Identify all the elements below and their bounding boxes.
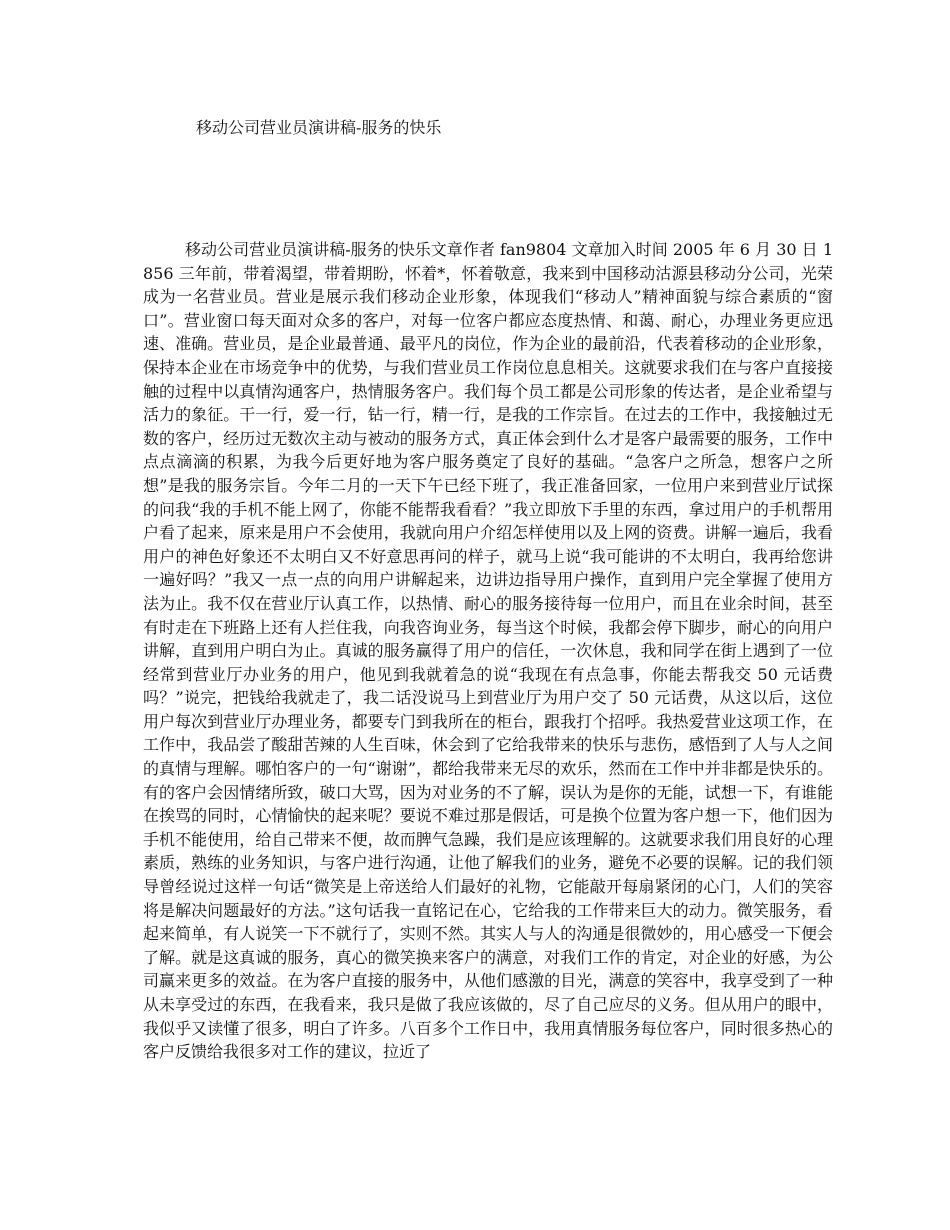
document-title: 移动公司营业员演讲稿-服务的快乐 [196,118,442,137]
document-body-paragraph: 移动公司营业员演讲稿-服务的快乐文章作者 fan9804 文章加入时间 2005 年 6 月 30 日 1856 三年前，带着渴望，带着期盼，怀着*，怀着敬意，我来到中国移动沽源县移动分公司，光荣成为一名营业员。营业是展示我们移动企业形象，体现我们“移动人”精神面貌与综合素质的“窗口”。营业窗口每天面对众多的客户，对每一位客户都应态度热情、和蔼、耐心，办理业务更应迅速、准确。营业员，是企业最普通、最平凡的岗位，作为企业的最前沿，代表着移动的企业形象，保持本企业在市场竞争中的优势，与我们营业员工作岗位息息相关。这就要求我们在与客户直接接触的过程中以真情沟通客户，热情服务客户。我们每个员工都是公司形象的传达者，是企业希望与活力的象征。干一行，爱一行，钻一行，精一行，是我的工作宗旨。在过去的工作中，我接触过无数的客户，经历过无数次主动与被动的服务方式，真正体会到什么才是客户最需要的服务，工作中点点滴滴的积累，为我今后更好地为客户服务奠定了良好的基础。“急客户之所急，想客户之所想”是我的服务宗旨。今年二月的一天下午已经下班了，我正准备回家，一位用户来到营业厅试探的问我“我的手机不能上网了，你能不能帮我看看？”我立即放下手里的东西，拿过用户的手机帮用户看了起来，原来是用户不会使用，我就向用户介绍怎样使用以及上网的资费。讲解一遍后，我看用户的神色好象还不太明白又不好意思再问的样子，就马上说“我可能讲的不太明白，我再给您讲一遍好吗？”我又一点一点的向用户讲解起来，边讲边指导用户操作，直到用户完全掌握了使用方法为止。我不仅在营业厅认真工作，以热情、耐心的服务接待每一位用户，而且在业余时间，甚至有时走在下班路上还有人拦住我，向我咨询业务，每当这个时候，我都会停下脚步，耐心的向用户讲解，直到用户明白为止。真诚的服务赢得了用户的信任，一次休息，我和同学在街上遇到了一位经常到营业厅办业务的用户，他见到我就着急的说“我现在有点急事，你能去帮我交 50 元话费吗？”说完，把钱给我就走了，我二话没说马上到营业厅为用户交了 50 元话费，从这以后，这位用户每次到营业厅办理业务，都要专门到我所在的柜台，跟我打个招呼。我热爱营业这项工作，在工作中，我品尝了酸甜苦辣的人生百味，休会到了它给我带来的快乐与悲伤，感悟到了人与人之间的真情与理解。哪怕客户的一句“谢谢”，都给我带来无尽的欢乐，然而在工作中并非都是快乐的。有的客户会因情绪所致，破口大骂，因为对业务的不了解，误认为是你的无能，试想一下，有谁能在挨骂的同时，心情愉快的起来呢？要说不难过那是假话，可是换个位置为客户想一下，他们因为手机不能使用，给自己带来不便，故而脾气急躁，我们是应该理解的。这就要求我们用良好的心理素质，熟练的业务知识，与客户进行沟通，让他了解我们的业务，避免不必要的误解。记的我们领导曾经说过这样一句话“微笑是上帝送给人们最好的礼物，它能敲开每扇紧闭的心门，人们的笑容将是解决问题最好的方法。”这句话我一直铭记在心，它给我的工作带来巨大的动力。微笑服务，看起来简单，有人说笑一下不就行了，实则不然。其实人与人的沟通是很微妙的，用心感受一下便会了解。就是这真诚的服务，真心的微笑换来客户的满意，对我们工作的肯定，对企业的好感，为公司赢来更多的效益。在为客户直接的服务中，从他们感激的目光，满意的笑容中，我享受到了一种从未享受过的东西，在我看来，我只是做了我应该做的，尽了自己应尽的义务。但从用户的眼中，我似乎又读懂了很多，明白了许多。八百多个工作日中，我用真情服务每位客户，同时很多热心的客户反馈给我很多对工作的建议，拉近了 [143,240,833,1062]
